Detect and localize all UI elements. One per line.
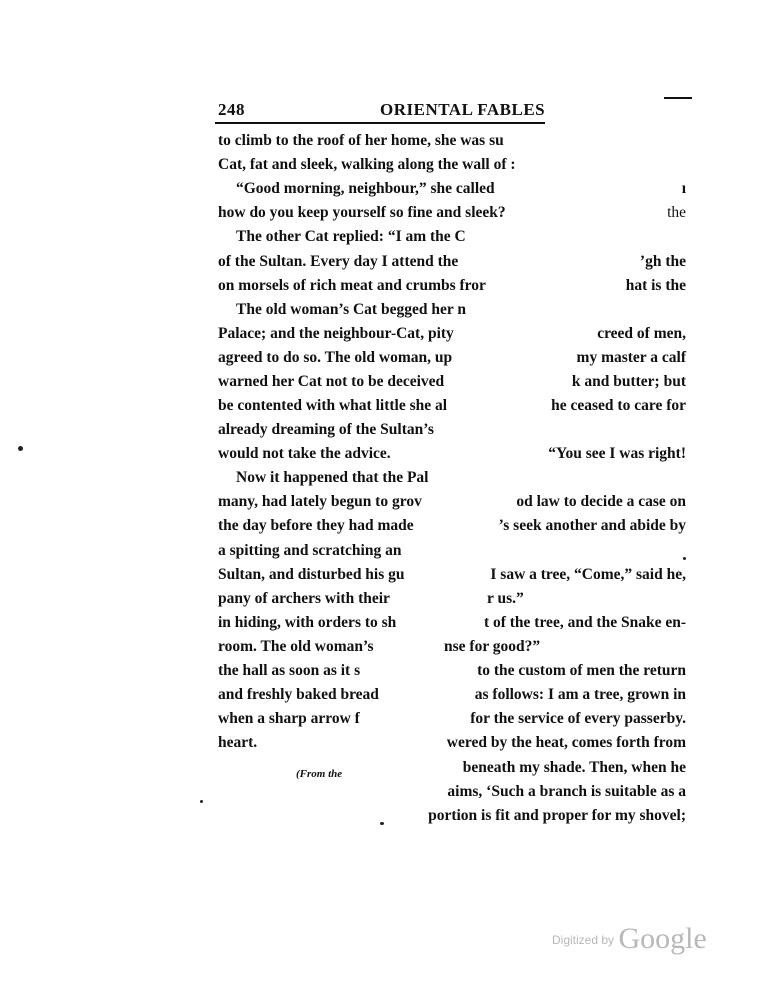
text-line: and freshly baked bread bbox=[218, 686, 379, 703]
google-watermark bbox=[552, 922, 707, 956]
page-number: 248 bbox=[218, 100, 245, 119]
text-line: how do you keep yourself so fine and sleek? bbox=[218, 204, 506, 221]
text-line: my master a calf bbox=[576, 349, 686, 366]
text-line: to climb to the roof of her home, she was su bbox=[218, 132, 504, 149]
text-line: ı bbox=[681, 180, 686, 197]
scan-speck bbox=[200, 800, 203, 803]
source-credit: (From the bbox=[296, 768, 343, 780]
text-line: od law to decide a case on bbox=[516, 493, 686, 510]
text-line: wered by the heat, comes forth from bbox=[446, 734, 686, 751]
text-line: creed of men, bbox=[597, 325, 686, 342]
text-line: Sultan, and disturbed his gu bbox=[218, 566, 405, 583]
text-line: for the service of every passerby. bbox=[470, 710, 686, 727]
text-line: would not take the advice. bbox=[218, 445, 391, 462]
text-line: a spitting and scratching an bbox=[218, 542, 402, 559]
text-line: t of the tree, and the Snake en- bbox=[483, 614, 686, 631]
text-line: hat is the bbox=[625, 277, 686, 294]
text-line: pany of archers with their bbox=[218, 590, 390, 607]
text-line: when a sharp arrow f bbox=[218, 710, 360, 727]
text-line: heart. bbox=[218, 734, 258, 751]
text-line: of the Sultan. Every day I attend the bbox=[218, 253, 459, 270]
text-line: The old woman’s Cat begged her n bbox=[236, 301, 466, 318]
text-line: to the custom of men the return bbox=[477, 662, 686, 679]
watermark-prefix: Digitized by bbox=[552, 933, 615, 947]
text-line: he ceased to care for bbox=[551, 397, 686, 414]
header-rule-fragment bbox=[664, 97, 692, 99]
text-line: on morsels of rich meat and crumbs fror bbox=[218, 277, 486, 294]
text-line: k and butter; but bbox=[571, 373, 686, 390]
text-line: beneath my shade. Then, when he bbox=[462, 759, 686, 776]
text-line: many, had lately begun to grov bbox=[218, 493, 422, 510]
text-line: The other Cat replied: “I am the C bbox=[236, 228, 466, 245]
text-line: the day before they had made bbox=[218, 517, 414, 534]
text-line: nse for good?” bbox=[444, 638, 541, 655]
text-line: aims, ‘Such a branch is suitable as a bbox=[447, 783, 686, 800]
text-line: Palace; and the neighbour-Cat, pity bbox=[218, 325, 454, 342]
scan-speck bbox=[380, 822, 384, 825]
header-rule bbox=[215, 122, 545, 124]
text-line: portion is fit and proper for my shovel; bbox=[428, 807, 686, 824]
text-line: in hiding, with orders to sh bbox=[218, 614, 397, 631]
text-line: as follows: I am a tree, grown in bbox=[474, 686, 686, 703]
text-line: “You see I was right! bbox=[548, 445, 686, 462]
text-line: the hall as soon as it s bbox=[218, 662, 361, 679]
text-line: “Good morning, neighbour,” she called bbox=[236, 180, 495, 197]
text-line: ’s seek another and abide by bbox=[498, 517, 686, 534]
running-title: ORIENTAL FABLES bbox=[380, 100, 546, 119]
text-line: the bbox=[667, 204, 686, 221]
text-line: agreed to do so. The old woman, up bbox=[218, 349, 453, 366]
scan-speck bbox=[683, 557, 686, 560]
text-line: r us.” bbox=[487, 590, 524, 607]
scan-speck bbox=[18, 446, 23, 451]
text-line: already dreaming of the Sultan’s bbox=[218, 421, 434, 438]
text-line: Now it happened that the Pal bbox=[236, 469, 429, 486]
text-line: be contented with what little she al bbox=[218, 397, 448, 414]
text-line: Cat, fat and sleek, walking along the wall of : bbox=[218, 156, 516, 173]
text-line: room. The old woman’s bbox=[218, 638, 374, 655]
google-logo-text: Google bbox=[618, 922, 707, 955]
text-line: warned her Cat not to be deceived bbox=[218, 373, 445, 390]
text-line: I saw a tree, “Come,” said he, bbox=[490, 566, 686, 583]
text-line: ’gh the bbox=[639, 253, 686, 270]
